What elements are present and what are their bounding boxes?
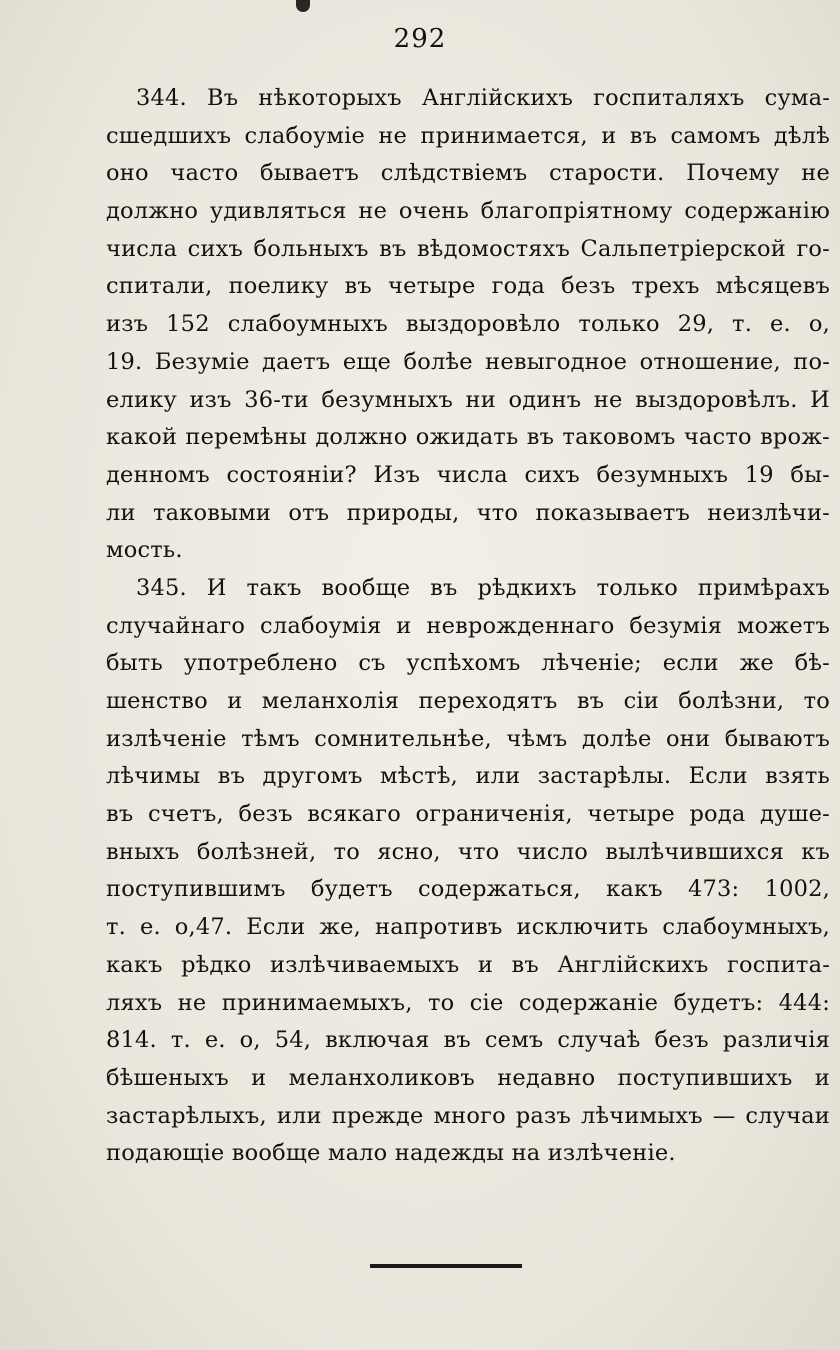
text-line: 344. Въ нѣкоторыхъ Англійскихъ госпиталяхъ сума- — [136, 85, 830, 111]
paragraph-344 — [106, 80, 830, 570]
text-line: въ счетъ, безъ всякаго ограниченія, четыре рода душе- — [106, 801, 830, 828]
text-line: ли таковыми отъ природы, что показываетъ неизлѣчи- — [106, 499, 830, 526]
top-ornament — [296, 0, 310, 12]
text-line: излѣченіе тѣмъ сомнительнѣе, чѣмъ долѣе они бываютъ — [106, 725, 830, 752]
text-line: быть употреблено съ успѣхомъ лѣченіе; если же бѣ- — [106, 650, 830, 677]
text-line: числа сихъ больныхъ въ вѣдомостяхъ Сальпетріерской го- — [106, 235, 830, 262]
text-line: должно удивляться не очень благопріятному содержанію — [106, 198, 830, 225]
text-line: 814. т. е. о, 54, включая въ семъ случаѣ безъ различія — [106, 1027, 830, 1054]
text-line: изъ 152 слабоумныхъ выздоровѣло только 29, т. е. о, — [106, 311, 830, 338]
text-line: застарѣлыхъ, или прежде много разъ лѣчимыхъ — случаи — [106, 1102, 830, 1129]
text-line: какъ рѣдко излѣчиваемыхъ и въ Англійскихъ госпита- — [106, 951, 830, 978]
paragraph-345 — [106, 570, 830, 1173]
text-line: оно часто бываетъ слѣдствiемъ старости. Почему не — [106, 160, 830, 187]
text-line: бѣшеныхъ и меланхоликовъ недавно поступившихъ и — [106, 1064, 830, 1091]
text-line: сшедшихъ слабоумie не принимается, и въ самомъ дѣлѣ — [106, 122, 830, 149]
text-line: шенство и меланхолія переходятъ въ сіи болѣзни, то — [106, 688, 830, 714]
text-line: подающіе вообще мало надежды на излѣченіе. — [106, 1140, 676, 1167]
text-line: поступившимъ будетъ содержаться, какъ 473: 1002, — [106, 876, 830, 903]
body-text — [106, 80, 830, 1173]
text-line: елику изъ 36-ти безумныхъ ни одинъ не выздоровѣлъ. И — [106, 386, 830, 413]
text-line: вныхъ болѣзней, то ясно, что число вылѣчившихся къ — [106, 838, 830, 865]
text-line: какой перемѣны должно ожидать въ таковомъ часто врож- — [106, 424, 830, 451]
section-end-rule — [370, 1264, 522, 1268]
text-line: ляхъ не принимаемыхъ, то сіе содержаніе будетъ: 444: — [106, 989, 830, 1016]
text-line: лѣчимы въ другомъ мѣстѣ, или застарѣлы. Если взять — [106, 763, 830, 790]
text-line: спитали, поелику въ четыре года безъ трехъ мѣсяцевъ — [106, 273, 830, 300]
text-line: т. е. о,47. Если же, напротивъ исключить слабоумныхъ, — [106, 914, 830, 941]
text-line: 19. Безумie даетъ еще болѣе невыгодное отношение, по- — [106, 348, 830, 375]
text-line: случайнаго слабоумія и неврожденнаго безумія можетъ — [106, 612, 830, 639]
text-line: 345. И такъ вообще въ рѣдкихъ только примѣрахъ — [136, 574, 830, 601]
page-number: 292 — [393, 24, 447, 54]
text-line: денномъ состояніи? Изъ числа сихъ безумныхъ 19 бы- — [106, 461, 830, 488]
text-line: мость. — [106, 537, 183, 564]
